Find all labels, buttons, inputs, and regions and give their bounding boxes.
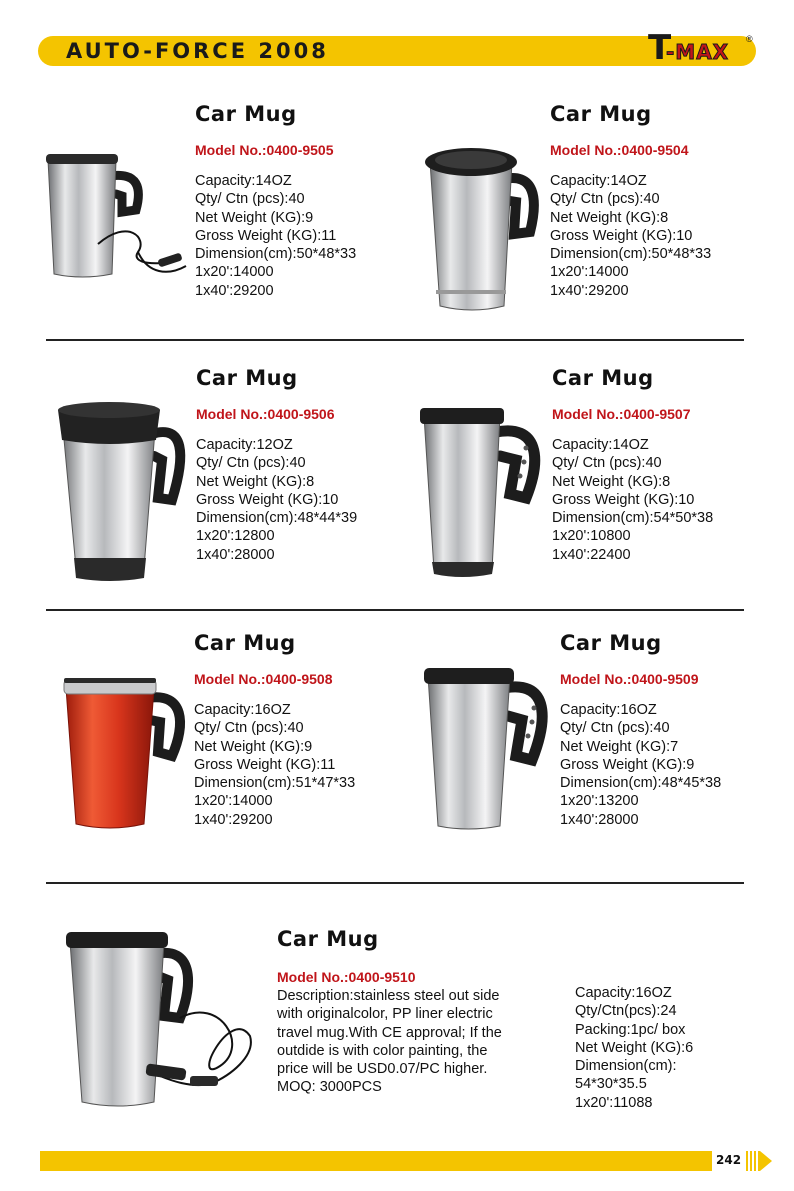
spec-line: Gross Weight (KG):9 <box>560 756 695 773</box>
product-9506 <box>196 366 357 564</box>
spec-line: 1x40':29200 <box>550 282 629 299</box>
model-number: Model No.:0400-9510 <box>277 969 416 985</box>
section-divider <box>46 882 744 884</box>
spec-list <box>560 701 721 829</box>
spec-line: Qty/Ctn(pcs):24 <box>575 1003 677 1020</box>
footer-stripes <box>746 1151 760 1171</box>
spec-line: Net Weight (KG):6 <box>575 1039 694 1056</box>
description-line: travel mug.With CE approval; If the <box>277 1024 502 1041</box>
spec-line: Qty/ Ctn (pcs):40 <box>195 191 305 208</box>
spec-line: Qty/ Ctn (pcs):40 <box>552 455 662 472</box>
product-9509 <box>560 631 721 829</box>
spec-line: 1x40':28000 <box>560 811 639 828</box>
spec-line: Capacity:16OZ <box>575 985 672 1001</box>
spec-line: 1x20':12800 <box>196 528 275 545</box>
product-title: Car Mug <box>194 631 296 655</box>
next-arrow-icon <box>760 1151 772 1171</box>
spec-line: 1x20':14000 <box>550 264 629 281</box>
spec-line: 1x40':22400 <box>552 546 631 563</box>
spec-line: Dimension(cm):50*48*33 <box>195 246 357 263</box>
spec-line: Capacity:14OZ <box>550 173 647 189</box>
product-9508 <box>194 631 355 829</box>
spec-line: Qty/ Ctn (pcs):40 <box>196 455 306 472</box>
product-title: Car Mug <box>196 366 298 390</box>
footer-yellow-bar <box>40 1151 712 1171</box>
spec-line: Packing:1pc/ box <box>575 1021 686 1038</box>
model-number: Model No.:0400-9505 <box>195 142 334 158</box>
spec-line: Capacity:14OZ <box>195 173 292 189</box>
product-title: Car Mug <box>552 366 654 390</box>
product-9505 <box>195 102 356 300</box>
description-line: MOQ: 3000PCS <box>277 1079 382 1096</box>
section-divider <box>46 609 744 611</box>
description-line: Description:stainless steel out side <box>277 988 500 1004</box>
spec-line: 1x20':14000 <box>194 793 273 810</box>
spec-line: Gross Weight (KG):10 <box>552 491 695 508</box>
spec-line: Qty/ Ctn (pcs):40 <box>194 720 304 737</box>
product-title: Car Mug <box>195 102 297 126</box>
mug-9504-image <box>418 140 548 320</box>
model-number: Model No.:0400-9509 <box>560 671 699 687</box>
spec-line: Net Weight (KG):8 <box>552 473 671 490</box>
spec-line: 1x20':13200 <box>560 793 639 810</box>
spec-line: Capacity:16OZ <box>194 702 291 718</box>
spec-line: Net Weight (KG):7 <box>560 738 679 755</box>
spec-line: Net Weight (KG):9 <box>195 209 314 226</box>
spec-line: 1x40':29200 <box>194 811 273 828</box>
product-description <box>277 987 502 1097</box>
description-line: with originalcolor, PP liner electric <box>277 1006 493 1023</box>
model-number: Model No.:0400-9507 <box>552 406 691 422</box>
model-number: Model No.:0400-9504 <box>550 142 689 158</box>
spec-line: Capacity:12OZ <box>196 437 293 453</box>
product-title: Car Mug <box>277 927 379 951</box>
page-number: 242 <box>716 1153 742 1167</box>
mug-9505-image <box>38 148 188 288</box>
catalog-title: AUTO-FORCE 2008 <box>66 39 329 63</box>
mug-9509-image <box>420 664 554 834</box>
spec-line: 1x20':10800 <box>552 528 631 545</box>
model-number: Model No.:0400-9506 <box>196 406 335 422</box>
footer-bar <box>40 1151 772 1171</box>
product-title: Car Mug <box>560 631 662 655</box>
header-banner <box>38 28 756 68</box>
spec-line: Dimension(cm):54*50*38 <box>552 510 714 527</box>
spec-line: Gross Weight (KG):10 <box>550 227 693 244</box>
tmax-logo: T -MAX ® <box>648 28 753 68</box>
mug-9507-image <box>416 402 548 580</box>
spec-list <box>550 172 711 300</box>
spec-list <box>552 436 713 564</box>
spec-line: Dimension(cm):50*48*33 <box>550 246 712 263</box>
mug-9506-image <box>52 398 192 586</box>
spec-line: Qty/ Ctn (pcs):40 <box>550 191 660 208</box>
model-number: Model No.:0400-9508 <box>194 671 333 687</box>
spec-line: Qty/ Ctn (pcs):40 <box>560 720 670 737</box>
spec-line: 1x20':11088 <box>575 1094 653 1111</box>
spec-list <box>194 701 355 829</box>
spec-line: Net Weight (KG):8 <box>196 473 315 490</box>
spec-line: Net Weight (KG):9 <box>194 738 313 755</box>
spec-line: Dimension(cm): <box>575 1058 677 1075</box>
spec-list <box>196 436 357 564</box>
spec-line: 1x40':29200 <box>195 282 274 299</box>
product-9504 <box>550 102 711 300</box>
spec-line: Dimension(cm):48*44*39 <box>196 510 358 527</box>
product-title: Car Mug <box>550 102 652 126</box>
spec-line: Gross Weight (KG):11 <box>195 227 337 244</box>
section-divider <box>46 339 744 341</box>
featured-spec-list <box>575 984 693 1112</box>
spec-line: Gross Weight (KG):10 <box>196 491 339 508</box>
spec-line: 1x20':14000 <box>195 264 274 281</box>
spec-list <box>195 172 356 300</box>
mug-9508-image <box>60 672 190 834</box>
spec-line: Capacity:14OZ <box>552 437 649 453</box>
spec-line: 1x40':28000 <box>196 546 275 563</box>
product-9510 <box>277 927 502 1097</box>
mug-9510-image <box>60 926 260 1112</box>
spec-line: Dimension(cm):48*45*38 <box>560 775 722 792</box>
spec-line: Dimension(cm):51*47*33 <box>194 775 356 792</box>
product-9507 <box>552 366 713 564</box>
spec-line: Net Weight (KG):8 <box>550 209 669 226</box>
spec-line: Gross Weight (KG):11 <box>194 756 336 773</box>
description-line: outdide is with color painting, the <box>277 1042 488 1059</box>
spec-line: 54*30*35.5 <box>575 1076 647 1093</box>
spec-line: Capacity:16OZ <box>560 702 657 718</box>
description-line: price will be USD0.07/PC higher. <box>277 1061 488 1078</box>
